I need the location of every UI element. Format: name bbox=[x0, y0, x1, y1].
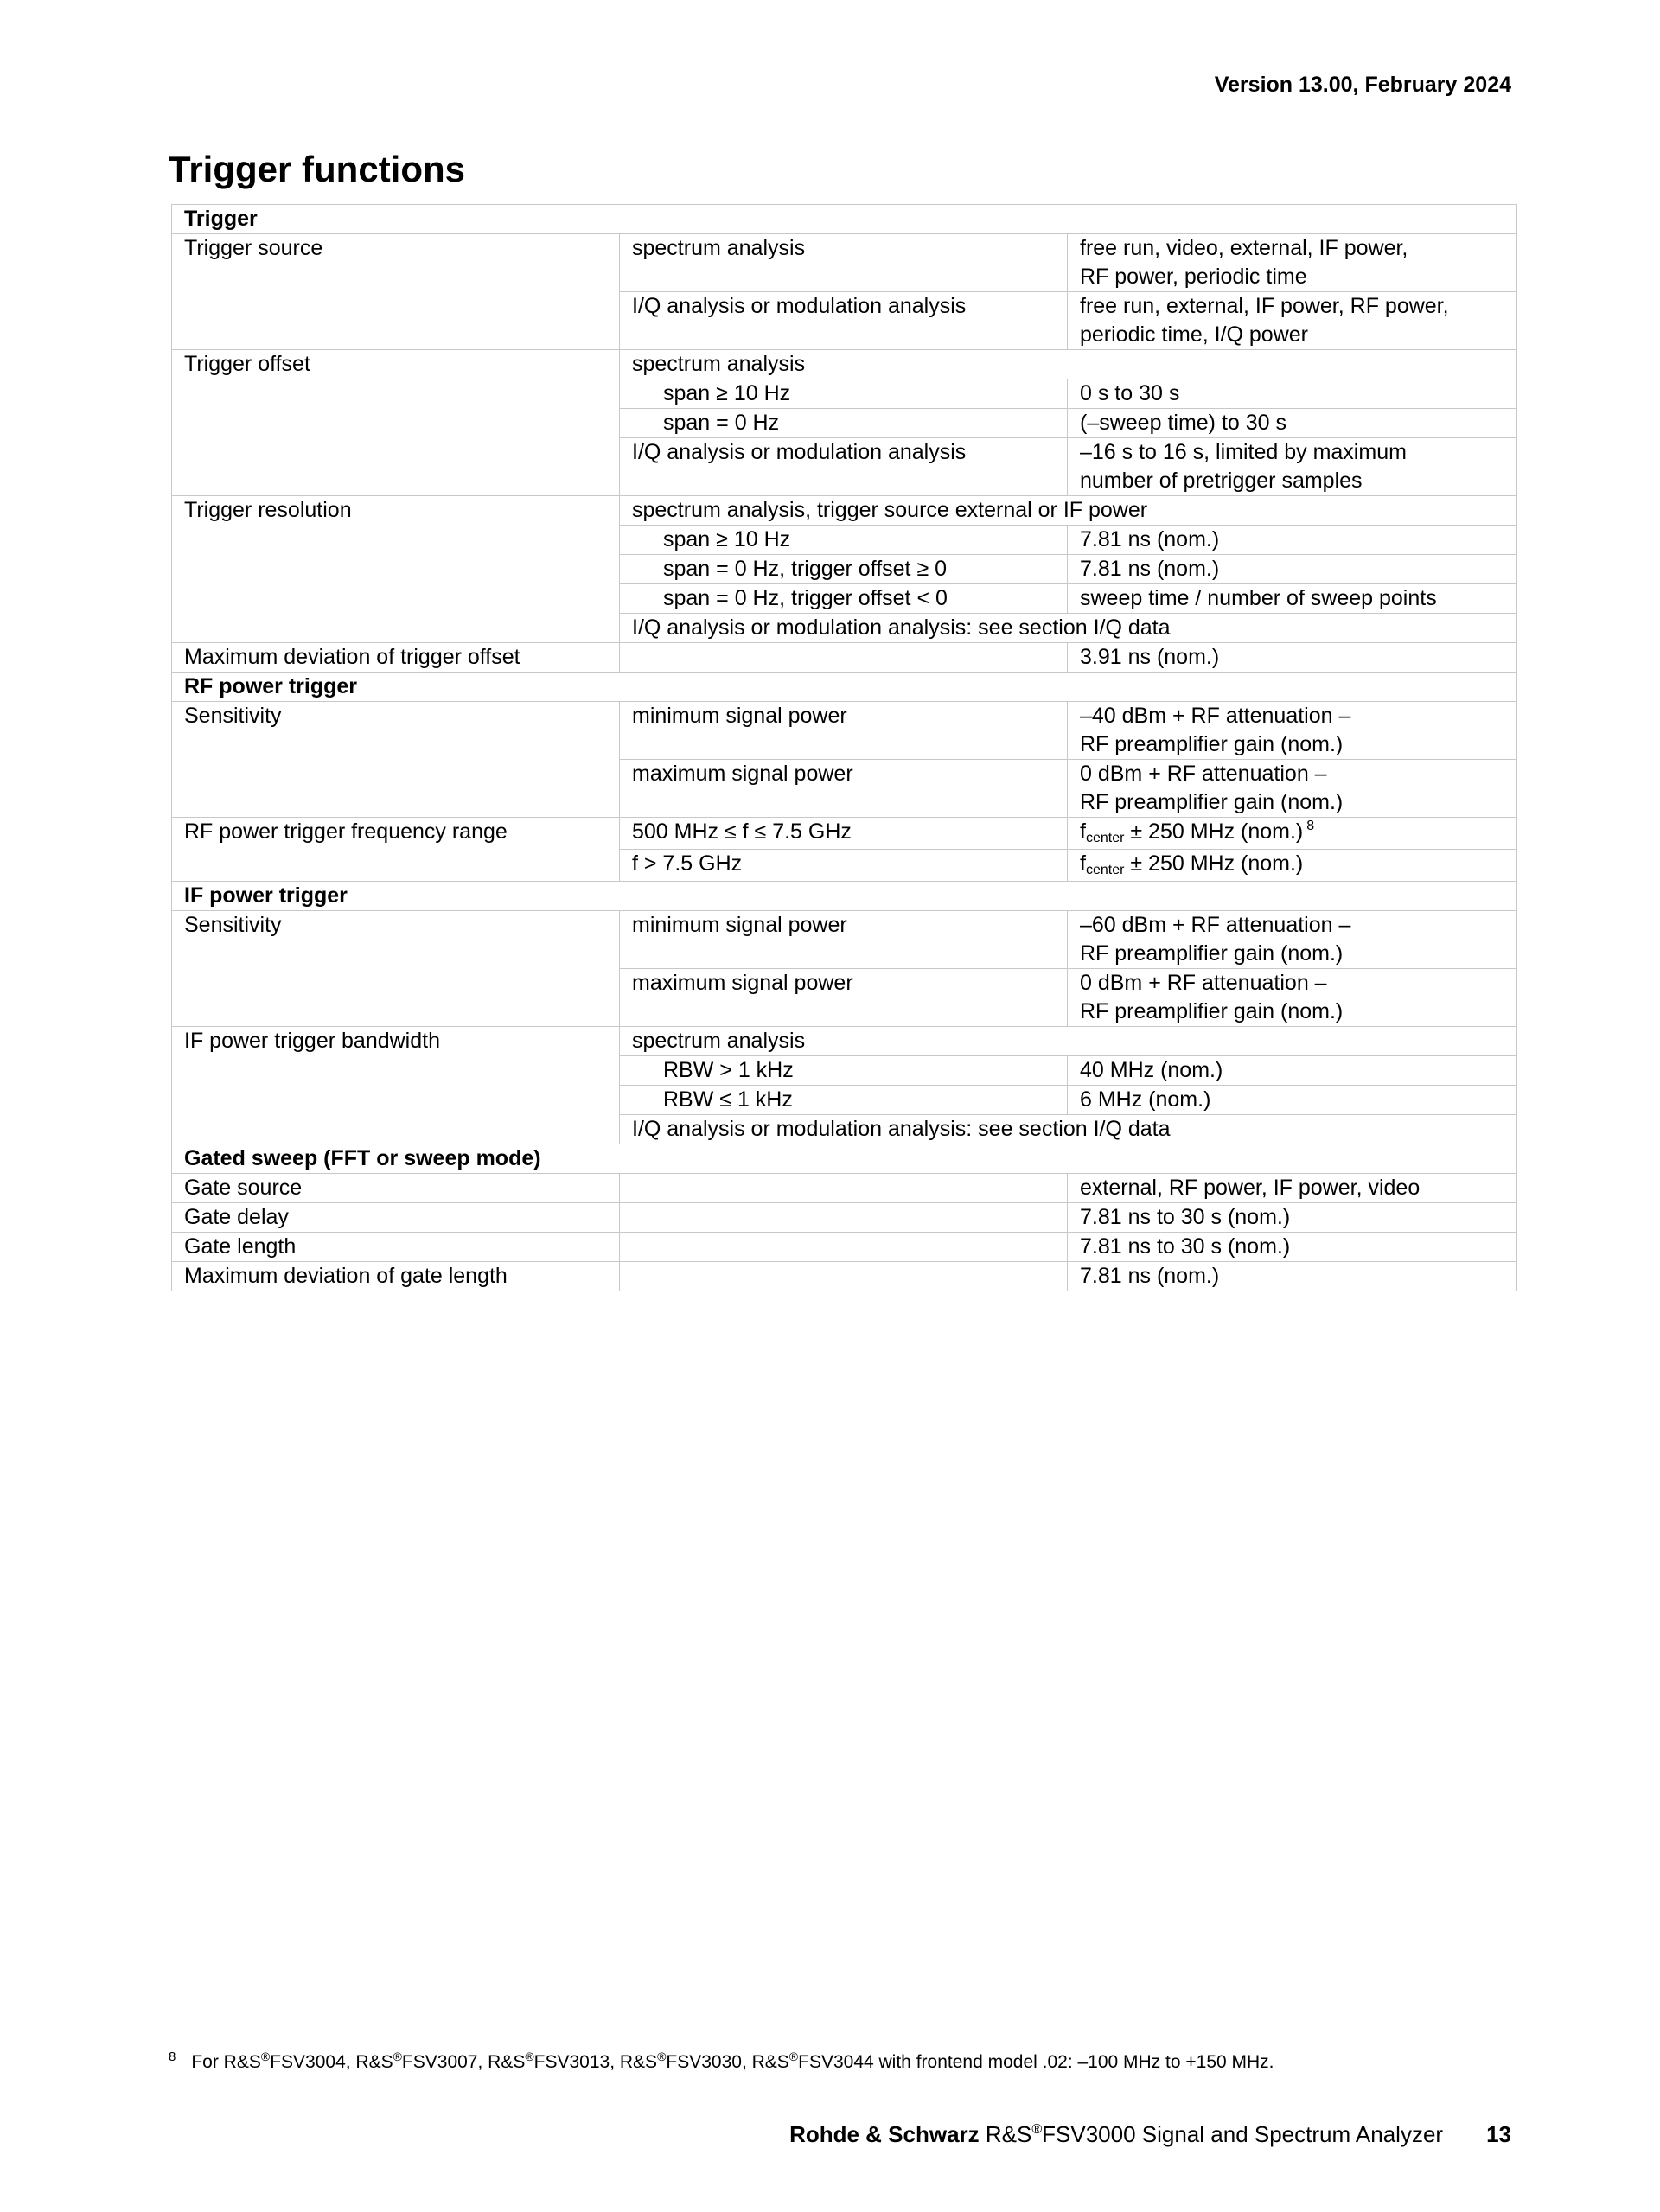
condition-cell: spectrum analysis, trigger source external or IF power bbox=[620, 496, 1517, 526]
table-row bbox=[172, 205, 1517, 234]
row-label: Trigger source bbox=[172, 234, 620, 350]
row-label: Gate source bbox=[172, 1174, 620, 1203]
table-row bbox=[172, 882, 1517, 911]
row-label: Gate delay bbox=[172, 1203, 620, 1233]
table-row bbox=[172, 1262, 1517, 1291]
value-cell: 7.81 ns to 30 s (nom.) bbox=[1068, 1233, 1517, 1262]
row-label: Sensitivity bbox=[172, 911, 620, 1027]
condition-cell: span ≥ 10 Hz bbox=[620, 379, 1068, 409]
table-row bbox=[172, 911, 1517, 969]
value-cell: 40 MHz (nom.) bbox=[1068, 1056, 1517, 1086]
condition-cell bbox=[620, 1233, 1068, 1262]
value-cell: 3.91 ns (nom.) bbox=[1068, 643, 1517, 673]
condition-cell: minimum signal power bbox=[620, 911, 1068, 969]
table-row bbox=[172, 1233, 1517, 1262]
brand-name: Rohde & Schwarz bbox=[789, 2121, 980, 2147]
condition-cell: spectrum analysis bbox=[620, 234, 1068, 292]
section-heading: Trigger bbox=[172, 205, 1517, 234]
condition-cell: I/Q analysis or modulation analysis: see section I/Q data bbox=[620, 1115, 1517, 1144]
value-cell: 7.81 ns (nom.) bbox=[1068, 1262, 1517, 1291]
value-cell: 0 dBm + RF attenuation – RF preamplifier gain (nom.) bbox=[1068, 969, 1517, 1027]
table-row bbox=[172, 1144, 1517, 1174]
condition-cell: RBW > 1 kHz bbox=[620, 1056, 1068, 1086]
condition-cell: span = 0 Hz, trigger offset ≥ 0 bbox=[620, 555, 1068, 584]
footnote-number: 8 bbox=[169, 2049, 176, 2064]
value-cell: 0 s to 30 s bbox=[1068, 379, 1517, 409]
condition-cell bbox=[620, 1174, 1068, 1203]
version-label: Version 13.00, February 2024 bbox=[1214, 73, 1511, 97]
condition-cell: minimum signal power bbox=[620, 702, 1068, 760]
value-cell: fcenter ± 250 MHz (nom.) $^8$ bbox=[1068, 818, 1517, 850]
product-name: FSV3000 Signal and Spectrum Analyzer bbox=[1042, 2121, 1444, 2147]
row-label: Sensitivity bbox=[172, 702, 620, 818]
value-cell: (–sweep time) to 30 s bbox=[1068, 409, 1517, 438]
condition-cell bbox=[620, 643, 1068, 673]
condition-cell: spectrum analysis bbox=[620, 350, 1517, 379]
trigger-spec-table bbox=[171, 204, 1517, 1291]
condition-cell: 500 MHz ≤ f ≤ 7.5 GHz bbox=[620, 818, 1068, 850]
value-cell: free run, external, IF power, RF power, periodic time, I/Q power bbox=[1068, 292, 1517, 350]
value-cell: external, RF power, IF power, video bbox=[1068, 1174, 1517, 1203]
row-label: Trigger resolution bbox=[172, 496, 620, 643]
table-row bbox=[172, 673, 1517, 702]
table-row bbox=[172, 496, 1517, 526]
page-title: Trigger functions bbox=[169, 149, 466, 189]
value-cell: fcenter ± 250 MHz (nom.) bbox=[1068, 850, 1517, 882]
row-label: Maximum deviation of trigger offset bbox=[172, 643, 620, 673]
condition-cell: span = 0 Hz, trigger offset < 0 bbox=[620, 584, 1068, 614]
value-cell: sweep time / number of sweep points bbox=[1068, 584, 1517, 614]
condition-cell: I/Q analysis or modulation analysis bbox=[620, 438, 1068, 496]
footnote-ref: 8 bbox=[1306, 819, 1315, 833]
table-row bbox=[172, 350, 1517, 379]
row-label: Maximum deviation of gate length bbox=[172, 1262, 620, 1291]
row-label: IF power trigger bandwidth bbox=[172, 1027, 620, 1144]
table-row bbox=[172, 818, 1517, 850]
condition-cell: I/Q analysis or modulation analysis bbox=[620, 292, 1068, 350]
condition-cell: f > 7.5 GHz bbox=[620, 850, 1068, 882]
row-label: RF power trigger frequency range bbox=[172, 818, 620, 882]
section-heading: Gated sweep (FFT or sweep mode) bbox=[172, 1144, 1517, 1174]
condition-cell bbox=[620, 1203, 1068, 1233]
value-cell: –60 dBm + RF attenuation – RF preamplifier gain (nom.) bbox=[1068, 911, 1517, 969]
condition-cell: span ≥ 10 Hz bbox=[620, 526, 1068, 555]
condition-cell: RBW ≤ 1 kHz bbox=[620, 1086, 1068, 1115]
value-cell: 7.81 ns (nom.) bbox=[1068, 526, 1517, 555]
value-cell: free run, video, external, IF power, RF power, periodic time bbox=[1068, 234, 1517, 292]
value-cell: 0 dBm + RF attenuation – RF preamplifier gain (nom.) bbox=[1068, 760, 1517, 818]
condition-cell: span = 0 Hz bbox=[620, 409, 1068, 438]
page-number: 13 bbox=[1486, 2121, 1511, 2147]
table-row bbox=[172, 643, 1517, 673]
value-cell: –40 dBm + RF attenuation – RF preamplifier gain (nom.) bbox=[1068, 702, 1517, 760]
row-label: Trigger offset bbox=[172, 350, 620, 496]
value-cell: 7.81 ns to 30 s (nom.) bbox=[1068, 1203, 1517, 1233]
value-cell: 6 MHz (nom.) bbox=[1068, 1086, 1517, 1115]
table-row bbox=[172, 1027, 1517, 1056]
table-row bbox=[172, 1174, 1517, 1203]
row-label: Gate length bbox=[172, 1233, 620, 1262]
page-footer: Rohde & Schwarz R&S®FSV3000 Signal and Spectrum Analyzer 13 bbox=[789, 2121, 1511, 2147]
condition-cell: spectrum analysis bbox=[620, 1027, 1517, 1056]
condition-cell: I/Q analysis or modulation analysis: see section I/Q data bbox=[620, 614, 1517, 643]
section-heading: IF power trigger bbox=[172, 882, 1517, 911]
condition-cell bbox=[620, 1262, 1068, 1291]
table-row bbox=[172, 702, 1517, 760]
condition-cell: maximum signal power bbox=[620, 760, 1068, 818]
table-row bbox=[172, 234, 1517, 292]
value-cell: 7.81 ns (nom.) bbox=[1068, 555, 1517, 584]
section-heading: RF power trigger bbox=[172, 673, 1517, 702]
value-cell: –16 s to 16 s, limited by maximum number of pretrigger samples bbox=[1068, 438, 1517, 496]
table-row bbox=[172, 1203, 1517, 1233]
condition-cell: maximum signal power bbox=[620, 969, 1068, 1027]
footnote: $^8$ For R&S®FSV3004, R&S®FSV3007, R&S®FSV3013, R&S®FSV3030, R&S®FSV3044 with frontend model .02: –100 MHz to +150 MHz. bbox=[169, 2049, 1274, 2072]
